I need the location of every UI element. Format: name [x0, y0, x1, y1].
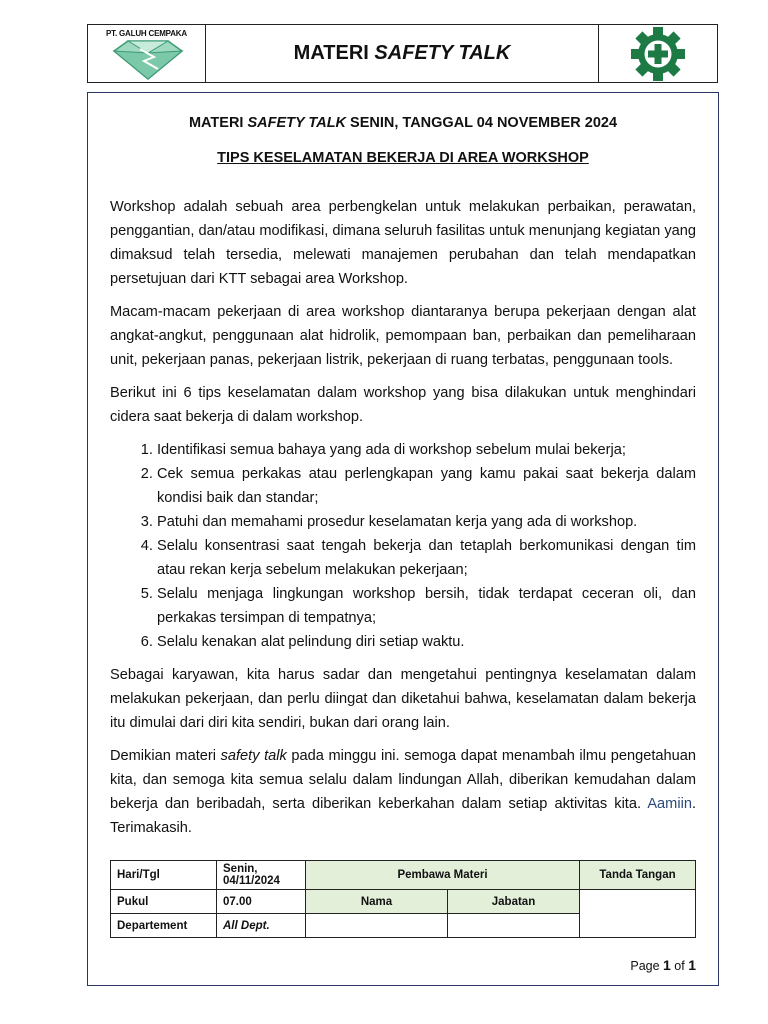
header-title-prefix: MATERI [293, 42, 369, 64]
heading-prefix: MATERI [188, 115, 248, 131]
company-name: PT. GALUH CEMPAKA [106, 29, 187, 38]
paragraph-3: Berikut ini 6 tips keselamatan dalam workshop yang bisa dilakukan untuk menghindari cidera saat bekerja di dalam workshop. [110, 385, 696, 425]
k3-gear-cross-icon [627, 25, 689, 83]
p5-middle: pada minggu ini. semoga dapat menambah ilmu pengetahuan kita, dan semoga kita semua selalu dalam lindungan Allah, diberikan kemudahan dalam bekerja dan beribadah, serta diberikan keberkahan dalam setiap aktivitas kita. [110, 748, 697, 812]
list-item: 4. Selalu konsentrasi saat tengah bekerja dan tetaplah berkomunikasi dengan tim atau rekan kerja sebelum melakukan pekerjaan; [157, 534, 696, 582]
list-item: 2. Cek semua perkakas atau perlengkapan yang kamu pakai saat bekerja dalam kondisi baik dan standar; [157, 462, 696, 510]
heading-italic: SAFETY TALK [247, 115, 347, 131]
header-title-italic: SAFETY TALK [374, 42, 511, 64]
p5-italic: safety talk [220, 748, 287, 764]
document-content [110, 195, 696, 849]
header-jabatan: Jabatan [448, 890, 580, 914]
list-item: 6. Selalu kenakan alat pelindung diri setiap waktu. [157, 630, 696, 654]
paragraph-5 [110, 744, 696, 840]
nama-cell[interactable] [306, 914, 448, 938]
document-header [87, 24, 718, 83]
document-heading [88, 115, 718, 131]
label-departement: Departement [111, 914, 217, 938]
document-body [87, 92, 719, 986]
p5-accent: Aamiin [647, 796, 692, 812]
p5-start: Demikian materi [110, 748, 221, 764]
k3-logo-cell [599, 25, 717, 82]
page-total: 1 [688, 957, 696, 973]
list-item: 5. Selalu menjaga lingkungan workshop bersih, tidak terdapat ceceran oli, dan perkakas tersimpan di tempatnya; [157, 582, 696, 630]
jabatan-cell[interactable] [448, 914, 580, 938]
document-subheading: TIPS KESELAMATAN BEKERJA DI AREA WORKSHOP [217, 150, 589, 166]
page-number [630, 957, 696, 973]
table-row [111, 861, 696, 890]
header-nama: Nama [306, 890, 448, 914]
list-item: 1. Identifikasi semua bahaya yang ada di workshop sebelum mulai bekerja; [157, 438, 696, 462]
heading-suffix: SENIN, TANGGAL 04 NOVEMBER 2024 [346, 115, 618, 131]
signature-cell[interactable] [580, 890, 696, 938]
page-current: 1 [663, 957, 671, 973]
paragraph-4: Sebagai karyawan, kita harus sadar dan mengetahui pentingnya keselamatan dalam melakukan pekerjaan, dan perlu diingat dan diketahui bahwa, keselamatan dalam bekerja itu dimulai dari diri kita sendiri, bukan dari orang lain. [110, 667, 696, 731]
list-item: 3. Patuhi dan memahami prosedur keselamatan kerja yang ada di workshop. [157, 510, 696, 534]
label-pukul: Pukul [111, 890, 217, 914]
paragraph-1: Workshop adalah sebuah area perbengkelan untuk melakukan perbaikan, perawatan, penggantian, dan/atau modifikasi, dimana seluruh fasilitas untuk menunjang kegiatan yang dimaksud telah tersedia, melewati manajemen perubahan dan telah mendapatkan persetujuan dari KTT sebagai area Workshop. [110, 199, 696, 287]
page-label: Page [630, 959, 664, 973]
value-hari-tgl: Senin, 04/11/2024 [217, 861, 306, 890]
company-logo-cell [88, 25, 206, 82]
value-departement: All Dept. [217, 914, 306, 938]
header-tanda-tangan: Tanda Tangan [580, 861, 696, 890]
tips-list [110, 438, 696, 654]
header-title [206, 25, 599, 82]
label-hari-tgl: Hari/Tgl [111, 861, 217, 890]
value-pukul: 07.00 [217, 890, 306, 914]
paragraph-2: Macam-macam pekerjaan di area workshop diantaranya berupa pekerjaan dengan alat angkat-angkut, penggunaan alat hidrolik, pemompaan ban, perbaikan dan pemeliharaan unit, pekerjaan panas, pekerjaan listrik, pekerjaan di ruang terbatas, penggunaan tools. [110, 304, 696, 368]
company-logo-icon [110, 39, 186, 81]
p5-end: . Terimakasih. [110, 796, 696, 836]
header-pembawa-materi: Pembawa Materi [306, 861, 580, 890]
table-row [111, 890, 696, 914]
page-of: of [670, 959, 689, 973]
info-table [110, 860, 696, 938]
